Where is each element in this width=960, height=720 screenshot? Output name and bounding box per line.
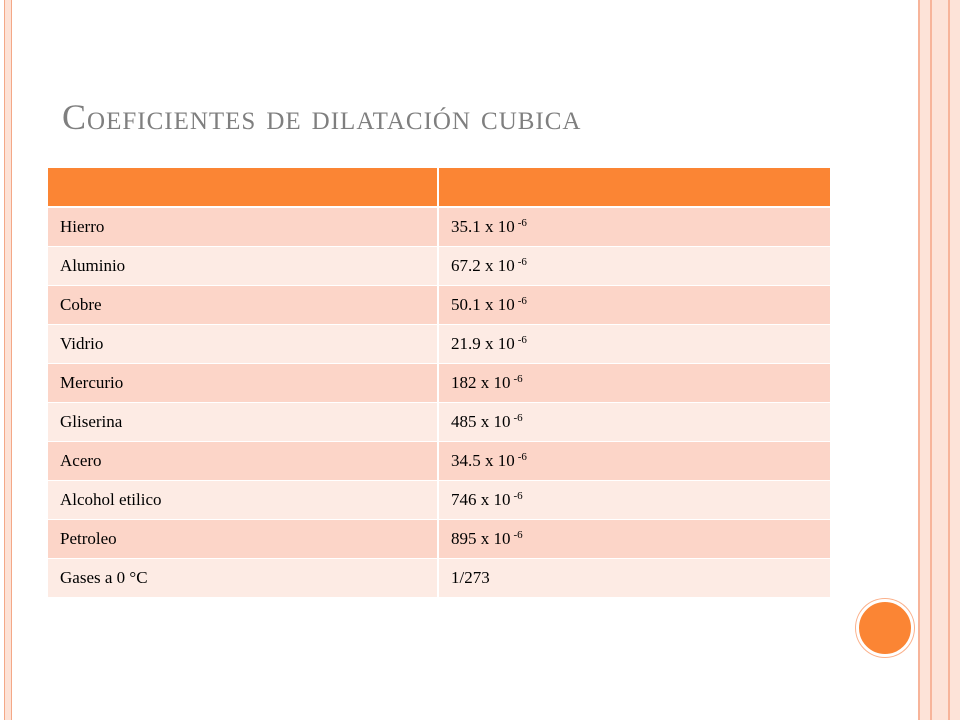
material-cell: Acero	[48, 441, 438, 480]
value-text: 67.2 x 10	[451, 255, 515, 275]
header-cell-value	[438, 168, 831, 207]
value-text: 21.9 x 10	[451, 333, 515, 353]
material-cell: Cobre	[48, 285, 438, 324]
slide-title: Coeficientes de dilatación cubica	[62, 97, 582, 137]
value-cell	[438, 519, 831, 558]
value-cell	[438, 363, 831, 402]
value-text: 746 x 10	[451, 489, 511, 509]
value-text: 895 x 10	[451, 528, 511, 548]
value-text: 182 x 10	[451, 372, 511, 392]
table-row	[48, 519, 831, 558]
value-cell	[438, 285, 831, 324]
value-text: 50.1 x 10	[451, 294, 515, 314]
value-cell	[438, 441, 831, 480]
table-row	[48, 558, 831, 597]
value-cell	[438, 480, 831, 519]
value-exponent: -6	[513, 372, 523, 385]
value-cell	[438, 246, 831, 285]
value-text: 34.5 x 10	[451, 450, 515, 470]
value-exponent: -6	[517, 333, 527, 346]
value-exponent: -6	[517, 294, 527, 307]
value-text: 1/273	[451, 567, 490, 587]
material-cell: Vidrio	[48, 324, 438, 363]
material-cell: Alcohol etilico	[48, 480, 438, 519]
value-text: 35.1 x 10	[451, 216, 515, 236]
table-row	[48, 246, 831, 285]
value-text: 485 x 10	[451, 411, 511, 431]
orange-circle-decoration	[856, 599, 914, 657]
right-border-decoration	[918, 0, 960, 720]
value-exponent: -6	[513, 411, 523, 424]
coefficients-table	[48, 168, 832, 598]
material-cell: Aluminio	[48, 246, 438, 285]
value-exponent: -6	[517, 255, 527, 268]
table-row	[48, 480, 831, 519]
value-exponent: -6	[517, 216, 527, 229]
table-row	[48, 402, 831, 441]
value-exponent: -6	[517, 450, 527, 463]
value-exponent: -6	[513, 489, 523, 502]
table-header-row	[48, 168, 831, 207]
table-row	[48, 285, 831, 324]
table-row	[48, 441, 831, 480]
material-cell: Gliserina	[48, 402, 438, 441]
material-cell: Hierro	[48, 207, 438, 246]
left-border-decoration	[4, 0, 12, 720]
table-row	[48, 324, 831, 363]
value-cell	[438, 324, 831, 363]
material-cell: Petroleo	[48, 519, 438, 558]
header-cell-material	[48, 168, 438, 207]
value-exponent: -6	[513, 528, 523, 541]
table-row	[48, 207, 831, 246]
value-cell	[438, 207, 831, 246]
value-cell	[438, 402, 831, 441]
value-cell	[438, 558, 831, 597]
material-cell: Mercurio	[48, 363, 438, 402]
material-cell: Gases a 0 °C	[48, 558, 438, 597]
table-row	[48, 363, 831, 402]
